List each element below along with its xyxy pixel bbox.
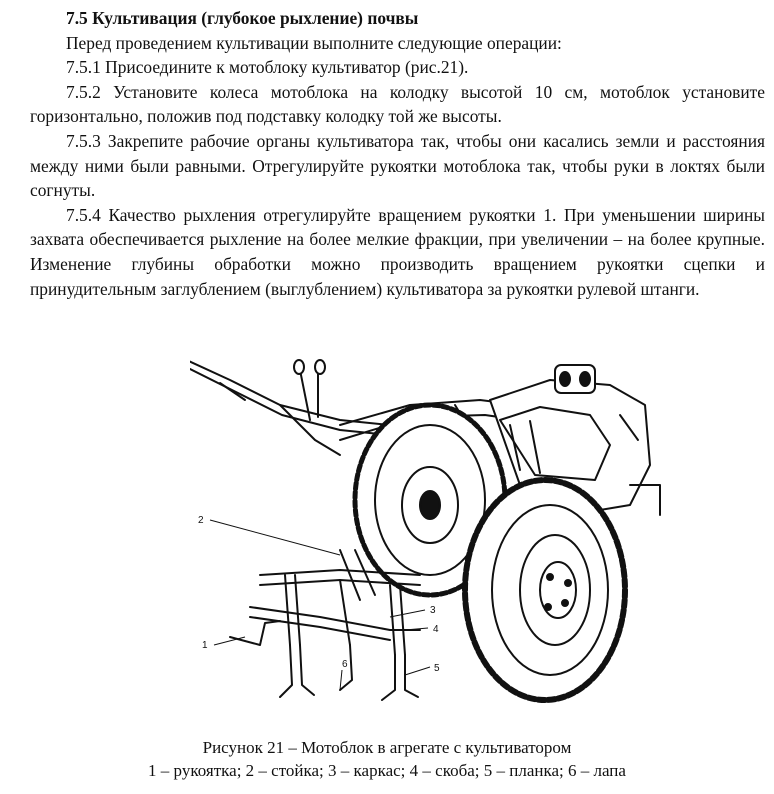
step-paragraph-2: 7.5.2 Установите колеса мотоблока на колодку высотой 10 см, мотоблок установите горизонтально, положив под подставку колодку той же высоты. [30, 81, 765, 127]
crank-handle-drawing [230, 621, 280, 645]
step-paragraph-1: 7.5.1 Присоедините к мотоблоку культиватор (рис.21). [66, 57, 469, 78]
figure-21-illustration [190, 345, 670, 725]
step-paragraph-4: 7.5.4 Качество рыхления отрегулируйте вращением рукоятки 1. При уменьшении ширины захвата обеспечивается рыхление на более мелкие фракции, при увеличении – на более крупные. Изменение глубины обработки можно производить вращением рукоятки сцепки и принудительным заглублением (выглублением) культиватора за рукоятки рулевой штанги. [30, 204, 765, 299]
section-heading: 7.5 Культивация (глубокое рыхление) почвы [66, 8, 419, 28]
callout-5: 5 [434, 663, 440, 674]
cultivator-tines-drawing [280, 645, 418, 700]
callout-4: 4 [433, 624, 439, 635]
callout-1: 1 [202, 640, 208, 651]
walk-behind-tractor-drawing [190, 345, 670, 725]
figure-caption-title: Рисунок 21 – Мотоблок в агрегате с культиватором [202, 738, 572, 757]
right-wheel-drawing [465, 480, 625, 700]
callout-2: 2 [198, 515, 204, 526]
step-paragraph-3: 7.5.3 Закрепите рабочие органы культиватора так, чтобы они касались земли и расстояния между ними были равными. Отрегулируйте рукоятки мотоблока так, чтобы руки в локтях были согнуты. [30, 130, 765, 201]
intro-paragraph: Перед проведением культивации выполните следующие операции: [66, 32, 562, 53]
callout-3: 3 [430, 605, 436, 616]
handlebar-drawing [190, 353, 390, 435]
callout-6: 6 [342, 659, 348, 670]
figure-caption-legend: 1 – рукоятка; 2 – стойка; 3 – каркас; 4 – скоба; 5 – планка; 6 – лапа [148, 761, 626, 780]
document-text [30, 6, 765, 301]
